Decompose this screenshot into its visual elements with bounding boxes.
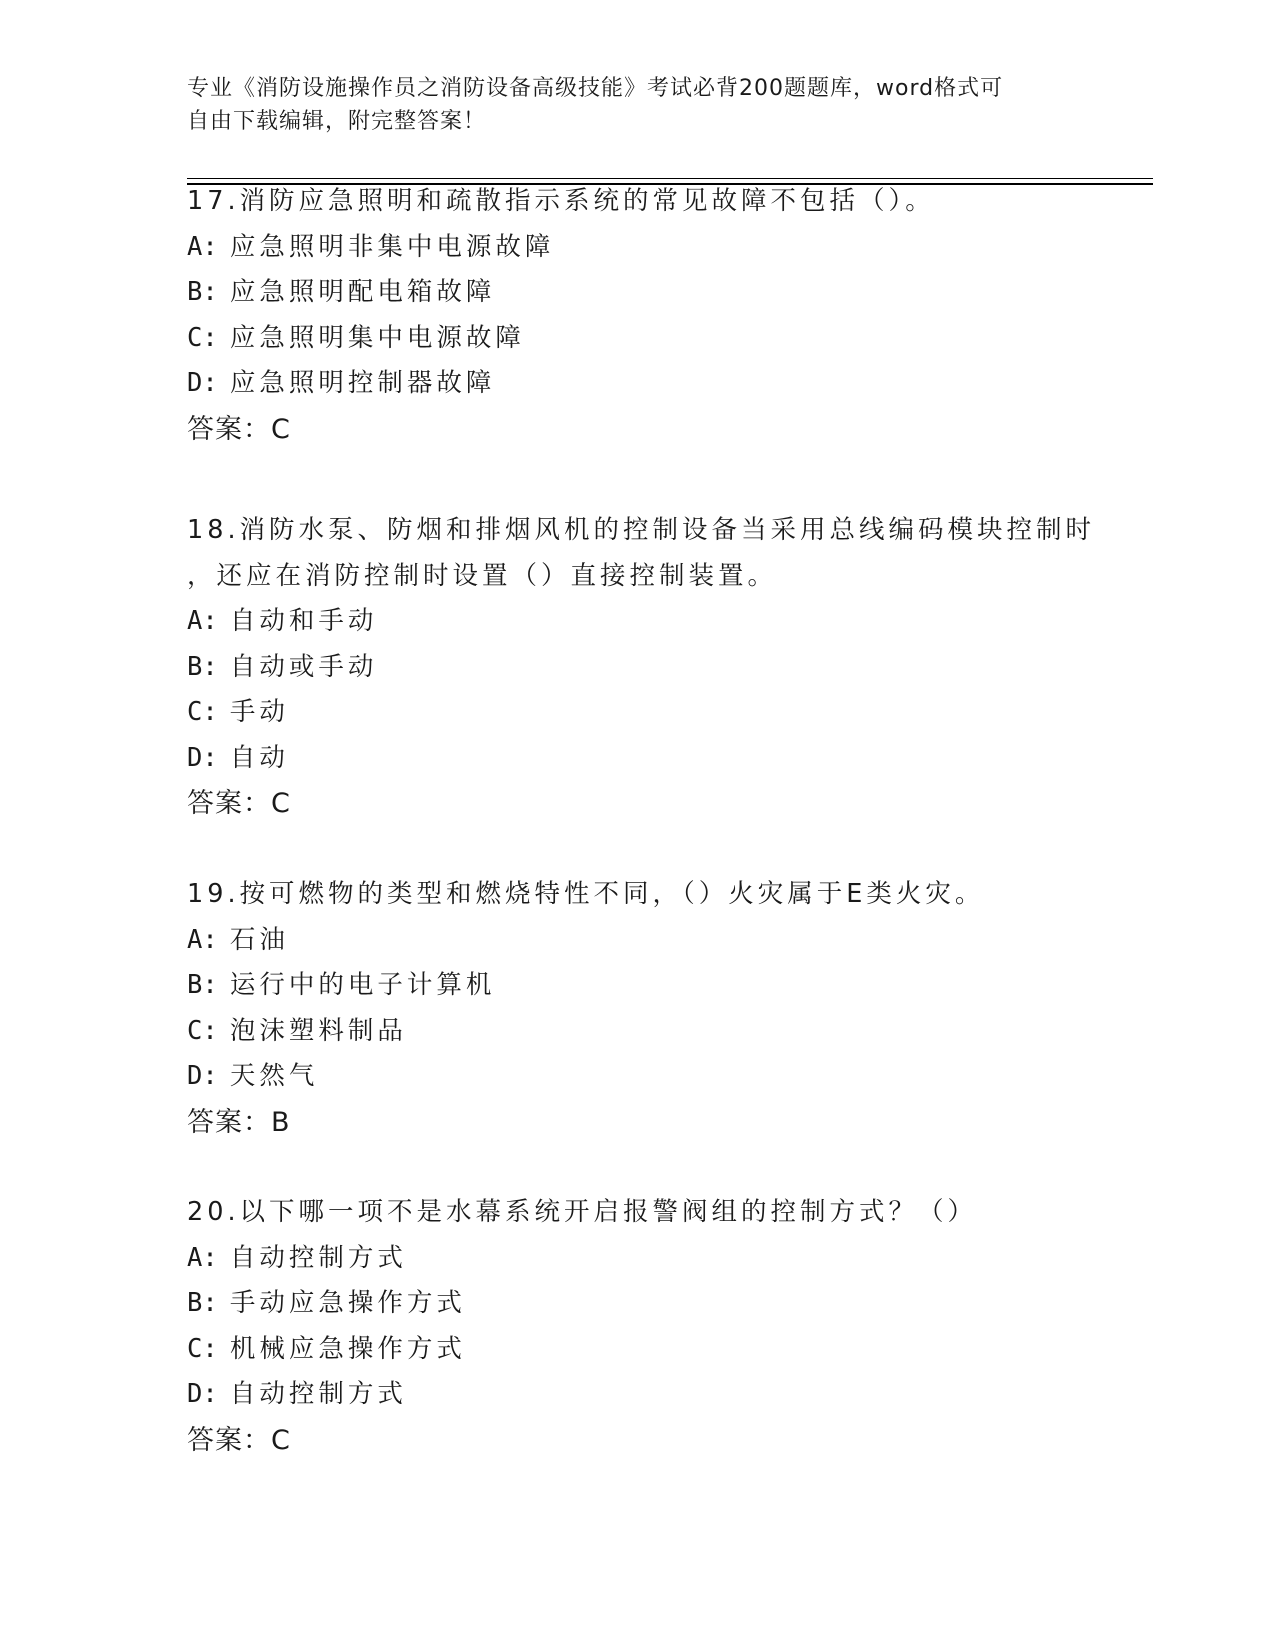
option-text: 应急照明非集中电源故障 bbox=[229, 231, 555, 262]
option-text: 自动和手动 bbox=[229, 606, 378, 636]
question-20 bbox=[187, 1190, 1087, 1463]
option-label: C: bbox=[187, 697, 218, 727]
option-label: B: bbox=[187, 651, 218, 682]
option-label: B: bbox=[187, 277, 218, 307]
option-text: 应急照明控制器故障 bbox=[229, 368, 496, 398]
option-a bbox=[187, 1236, 1087, 1282]
question-stem-continued: ，还应在消防控制时设置（）直接控制装置。 bbox=[187, 560, 778, 591]
document-header bbox=[187, 72, 1067, 138]
option-label: A: bbox=[187, 231, 218, 262]
option-label: C: bbox=[187, 322, 218, 353]
option-label: A: bbox=[187, 1242, 218, 1273]
answer: 答案：C bbox=[187, 1424, 291, 1456]
option-c bbox=[187, 1009, 1087, 1055]
option-a bbox=[187, 225, 1087, 271]
option-b bbox=[187, 270, 1087, 316]
option-label: C: bbox=[187, 1015, 218, 1046]
option-text: 石油 bbox=[229, 924, 289, 955]
option-label: A: bbox=[187, 606, 218, 636]
option-d bbox=[187, 1372, 1087, 1418]
option-text: 自动控制方式 bbox=[229, 1242, 407, 1273]
option-text: 泡沫塑料制品 bbox=[229, 1015, 407, 1046]
option-label: B: bbox=[187, 1288, 218, 1318]
option-text: 应急照明集中电源故障 bbox=[229, 322, 525, 353]
option-text: 天然气 bbox=[229, 1061, 319, 1091]
option-d bbox=[187, 736, 1087, 782]
question-stem: 19.按可燃物的类型和燃烧特性不同，（）火灾属于E类火灾。 bbox=[187, 879, 985, 909]
question-stem: 17.消防应急照明和疏散指示系统的常见故障不包括（）。 bbox=[187, 186, 935, 216]
option-label: B: bbox=[187, 970, 218, 1000]
option-label: A: bbox=[187, 924, 218, 955]
option-a bbox=[187, 599, 1087, 645]
option-label: D: bbox=[187, 1379, 218, 1409]
question-19 bbox=[187, 872, 1087, 1145]
option-b bbox=[187, 645, 1087, 691]
option-c bbox=[187, 316, 1087, 362]
option-text: 应急照明配电箱故障 bbox=[229, 277, 496, 307]
answer: 答案：C bbox=[187, 788, 291, 819]
question-stem: 18.消防水泵、防烟和排烟风机的控制设备当采用总线编码模块控制时 bbox=[187, 515, 1096, 545]
option-text: 手动 bbox=[229, 697, 289, 727]
option-b bbox=[187, 1281, 1087, 1327]
answer: 答案：B bbox=[187, 1106, 291, 1138]
option-text: 机械应急操作方式 bbox=[229, 1333, 466, 1364]
option-b bbox=[187, 963, 1087, 1009]
question-17 bbox=[187, 179, 1087, 452]
option-d bbox=[187, 361, 1087, 407]
option-d bbox=[187, 1054, 1087, 1100]
option-c bbox=[187, 690, 1087, 736]
option-c bbox=[187, 1327, 1087, 1373]
option-text: 手动应急操作方式 bbox=[229, 1288, 466, 1318]
option-text: 自动或手动 bbox=[229, 651, 378, 682]
option-label: D: bbox=[187, 742, 218, 773]
question-18 bbox=[187, 508, 1096, 827]
option-text: 自动控制方式 bbox=[229, 1379, 407, 1409]
option-text: 自动 bbox=[229, 742, 289, 773]
answer: 答案：C bbox=[187, 413, 291, 445]
option-a bbox=[187, 918, 1087, 964]
header-line-2: 自由下载编辑，附完整答案！ bbox=[187, 109, 487, 134]
option-label: C: bbox=[187, 1333, 218, 1364]
header-line-1: 专业《消防设施操作员之消防设备高级技能》考试必背200题题库，word格式可 bbox=[187, 76, 1004, 101]
question-stem: 20.以下哪一项不是水幕系统开启报警阀组的控制方式？（） bbox=[187, 1197, 978, 1227]
option-label: D: bbox=[187, 1061, 218, 1091]
option-text: 运行中的电子计算机 bbox=[229, 970, 496, 1000]
option-label: D: bbox=[187, 368, 218, 398]
